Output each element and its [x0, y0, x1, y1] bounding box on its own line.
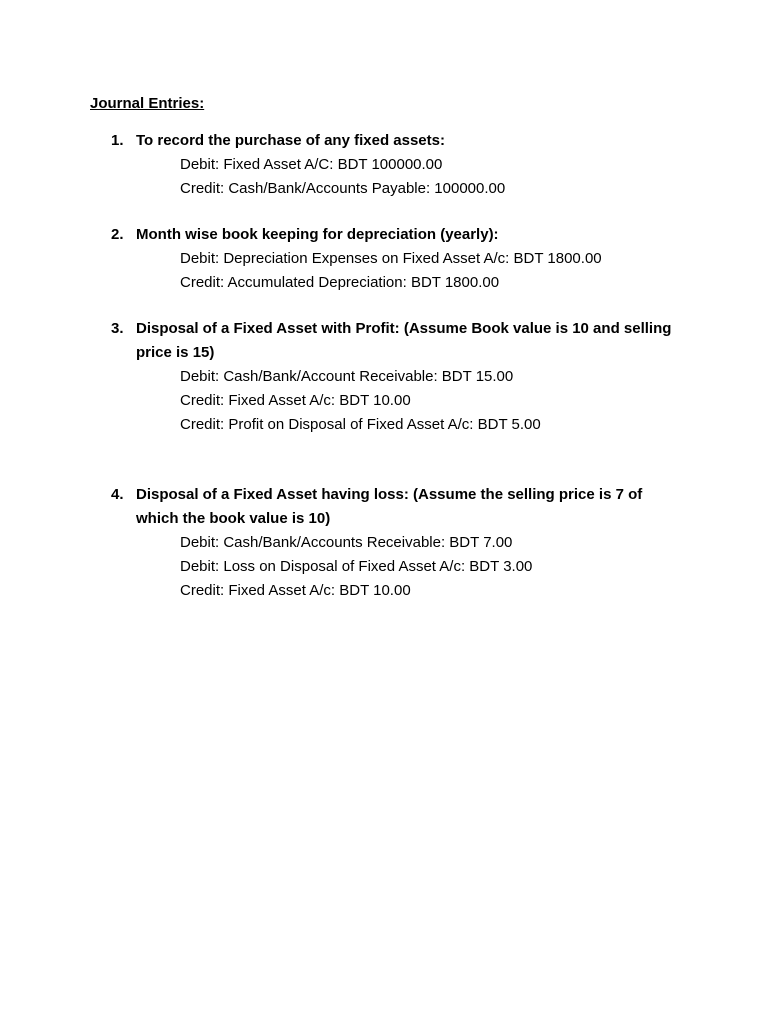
- journal-entry: [0, 223, 768, 295]
- page-heading: Journal Entries:: [90, 95, 205, 112]
- entry-line: Credit: Fixed Asset A/c: BDT 10.00: [180, 392, 411, 409]
- entry-number: 1.: [111, 132, 124, 149]
- journal-entry-list: [0, 129, 768, 625]
- entry-line: Debit: Loss on Disposal of Fixed Asset A/c: BDT 3.00: [180, 558, 533, 575]
- entry-title: To record the purchase of any fixed assets:: [136, 132, 445, 149]
- entry-line: Credit: Profit on Disposal of Fixed Asset A/c: BDT 5.00: [180, 416, 541, 433]
- journal-entry: [0, 483, 768, 603]
- entry-title: Month wise book keeping for depreciation (yearly):: [136, 226, 499, 243]
- entry-line: Debit: Cash/Bank/Account Receivable: BDT 15.00: [180, 368, 514, 385]
- entry-number: 3.: [111, 320, 124, 337]
- entry-line: Debit: Fixed Asset A/C: BDT 100000.00: [180, 156, 443, 173]
- entry-title: Disposal of a Fixed Asset having loss: (Assume the selling price is 7 of which the book value is 10): [136, 486, 643, 527]
- entry-line: Credit: Cash/Bank/Accounts Payable: 100000.00: [180, 180, 506, 197]
- entry-line: Credit: Fixed Asset A/c: BDT 10.00: [180, 582, 411, 599]
- entry-line: Credit: Accumulated Depreciation: BDT 1800.00: [180, 274, 500, 291]
- entry-line: Debit: Cash/Bank/Accounts Receivable: BDT 7.00: [180, 534, 513, 551]
- entry-title: Disposal of a Fixed Asset with Profit: (Assume Book value is 10 and selling price is 15): [136, 320, 672, 361]
- entry-line: Debit: Depreciation Expenses on Fixed Asset A/c: BDT 1800.00: [180, 250, 602, 267]
- journal-entry: [0, 129, 768, 201]
- journal-entry: [0, 317, 768, 437]
- entry-number: 2.: [111, 226, 124, 243]
- entry-number: 4.: [111, 486, 124, 503]
